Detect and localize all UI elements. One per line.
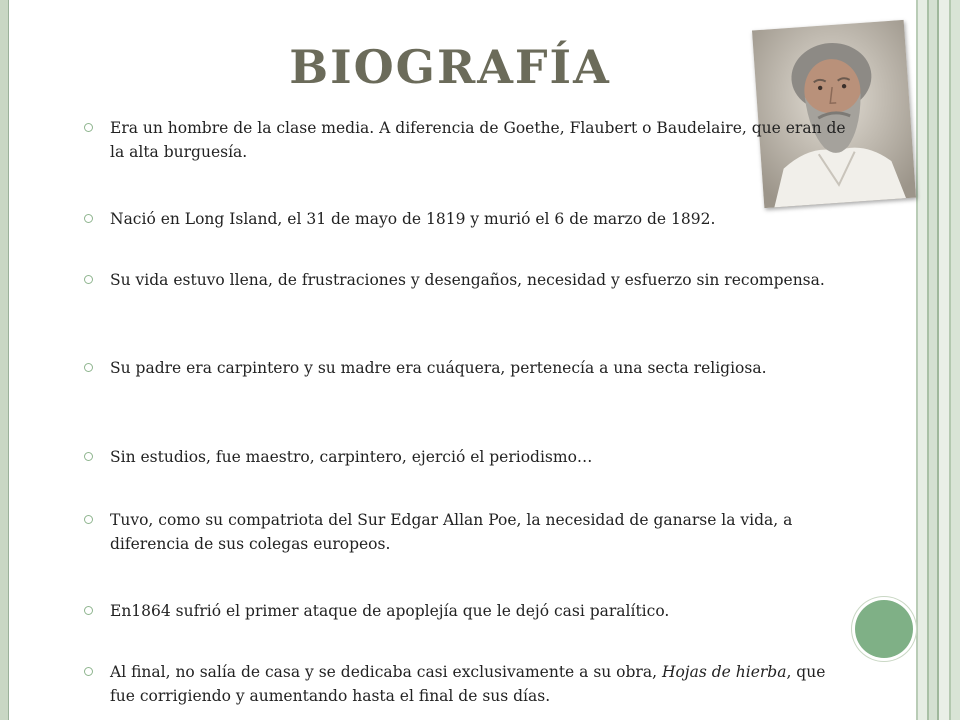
bullet-text: Sin estudios, fue maestro, carpintero, ejerció el periodismo…	[110, 448, 593, 466]
slide-title: BIOGRAFÍA	[289, 40, 611, 94]
bullet-text-after: , que fue corrigiendo y aumentando hasta el final de sus días.	[110, 663, 826, 705]
bullet-item	[110, 445, 850, 469]
bullet-item	[110, 356, 850, 380]
bullet-item	[110, 599, 850, 623]
bullet-item	[110, 660, 850, 708]
bullet-circle-icon	[84, 452, 93, 461]
bullet-text: Su padre era carpintero y su madre era cuáquera, pertenecía a una secta religiosa.	[110, 359, 767, 377]
bullet-text: Era un hombre de la clase media. A diferencia de Goethe, Flaubert o Baudelaire, que eran de la alta burguesía.	[110, 119, 846, 161]
bullet-circle-icon	[84, 275, 93, 284]
bullet-text-before: Al final, no salía de casa y se dedicaba casi exclusivamente a su obra,	[110, 663, 662, 681]
bullet-item	[110, 207, 850, 231]
bullet-circle-icon	[84, 667, 93, 676]
bullet-text: Tuvo, como su compatriota del Sur Edgar Allan Poe, la necesidad de ganarse la vida, a diferencia de sus colegas europeos.	[110, 511, 793, 553]
bullet-circle-icon	[84, 123, 93, 132]
bullet-text: Su vida estuvo llena, de frustraciones y desengaños, necesidad y esfuerzo sin recompensa.	[110, 271, 825, 289]
bullet-circle-icon	[84, 606, 93, 615]
bullet-text: En1864 sufrió el primer ataque de apoplejía que le dejó casi paralítico.	[110, 602, 670, 620]
bullet-circle-icon	[84, 363, 93, 372]
bullet-item	[110, 508, 850, 556]
bullet-item	[110, 116, 850, 164]
bullet-circle-icon	[84, 214, 93, 223]
bullet-item	[110, 268, 850, 292]
bullet-circle-icon	[84, 515, 93, 524]
bullet-text: Nació en Long Island, el 31 de mayo de 1819 y murió el 6 de marzo de 1892.	[110, 210, 716, 228]
book-title: Hojas de hierba	[661, 663, 787, 681]
